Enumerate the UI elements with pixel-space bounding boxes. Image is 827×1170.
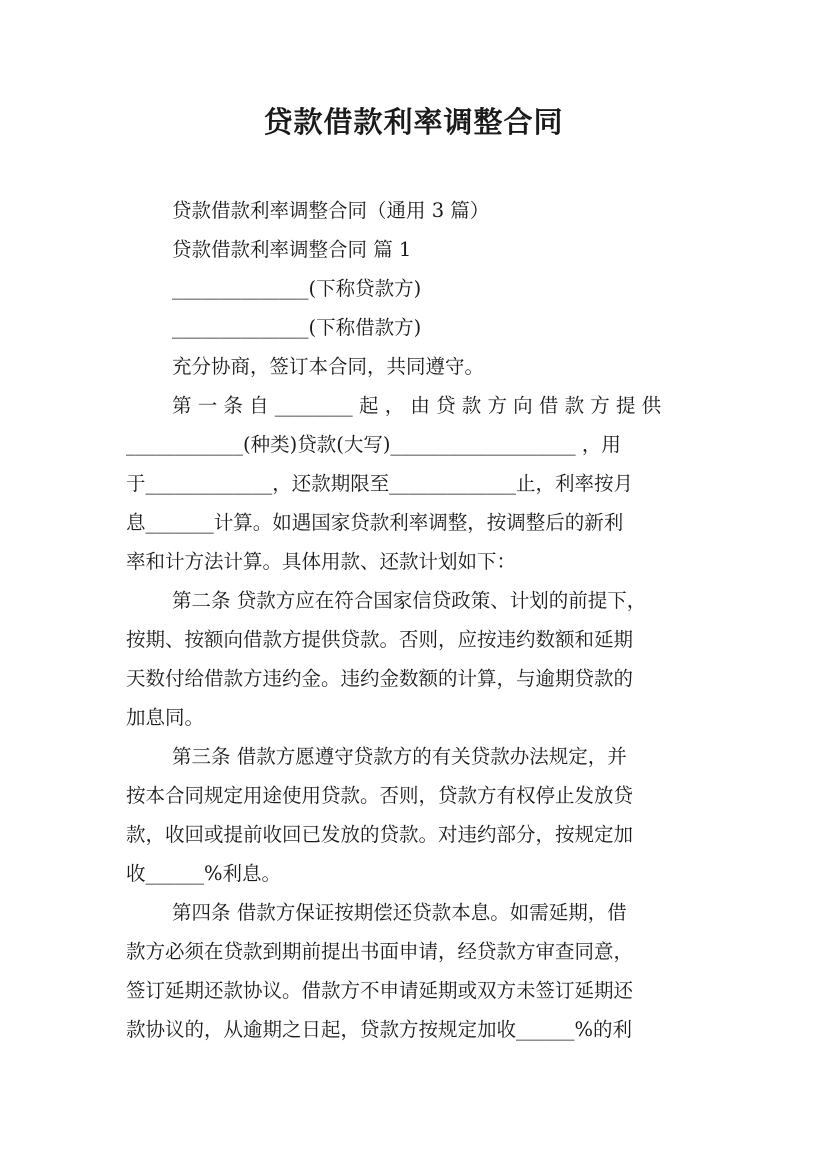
article-4-line: 款协议的，从逾期之日起，贷款方按规定加收______%的利 xyxy=(126,1018,633,1041)
section-heading: 贷款借款利率调整合同 篇 1 xyxy=(172,238,412,261)
article-2-line: 按期、按额向借款方提供贷款。否则，应按违约数额和延期 xyxy=(126,628,634,651)
article-1-line: 息_______计算。如遇国家贷款利率调整，按调整后的新利 xyxy=(126,511,624,534)
document-title: 贷款借款利率调整合同 xyxy=(263,105,564,139)
article-4-line: 款方必须在贷款到期前提出书面申请，经贷款方审查同意， xyxy=(126,940,634,963)
article-3-line: 按本合同规定用途使用贷款。否则，贷款方有权停止发放贷 xyxy=(126,784,634,807)
article-3-line: 款，收回或提前收回已发放的贷款。对违约部分，按规定加 xyxy=(126,823,634,846)
article-3-line: 第三条 借款方愿遵守贷款方的有关贷款办法规定，并 xyxy=(172,745,627,768)
article-4-line: 第四条 借款方保证按期偿还贷款本息。如需延期，借 xyxy=(172,901,627,924)
article-2-line: 第二条 贷款方应在符合国家信贷政策、计划的前提下， xyxy=(172,589,647,612)
article-2-line: 加息同。 xyxy=(126,706,205,729)
article-1-line: 率和计方法计算。具体用款、还款计划如下： xyxy=(126,550,517,573)
party-borrower-line: ______________(下称借款方) xyxy=(172,316,422,339)
article-1-line: ____________(种类)贷款(大写)___________________ ，用 xyxy=(126,433,621,456)
preamble-line: 充分协商，签订本合同，共同遵守。 xyxy=(172,355,485,378)
article-1-line: 第 一 条 自 ________ 起 ， 由 贷 款 方 向 借 款 方 提 供 xyxy=(172,394,662,417)
party-lender-line: ______________(下称贷款方) xyxy=(172,277,422,300)
article-2-line: 天数付给借款方违约金。违约金数额的计算，与逾期贷款的 xyxy=(126,667,634,690)
article-1-line: 于_____________，还款期限至_____________止，利率按月 xyxy=(126,472,634,495)
article-4-line: 签订延期还款协议。借款方不申请延期或双方未签订延期还 xyxy=(126,979,634,1002)
article-3-line: 收______%利息。 xyxy=(126,862,282,885)
subtitle-line: 贷款借款利率调整合同（通用 3 篇） xyxy=(172,199,490,222)
